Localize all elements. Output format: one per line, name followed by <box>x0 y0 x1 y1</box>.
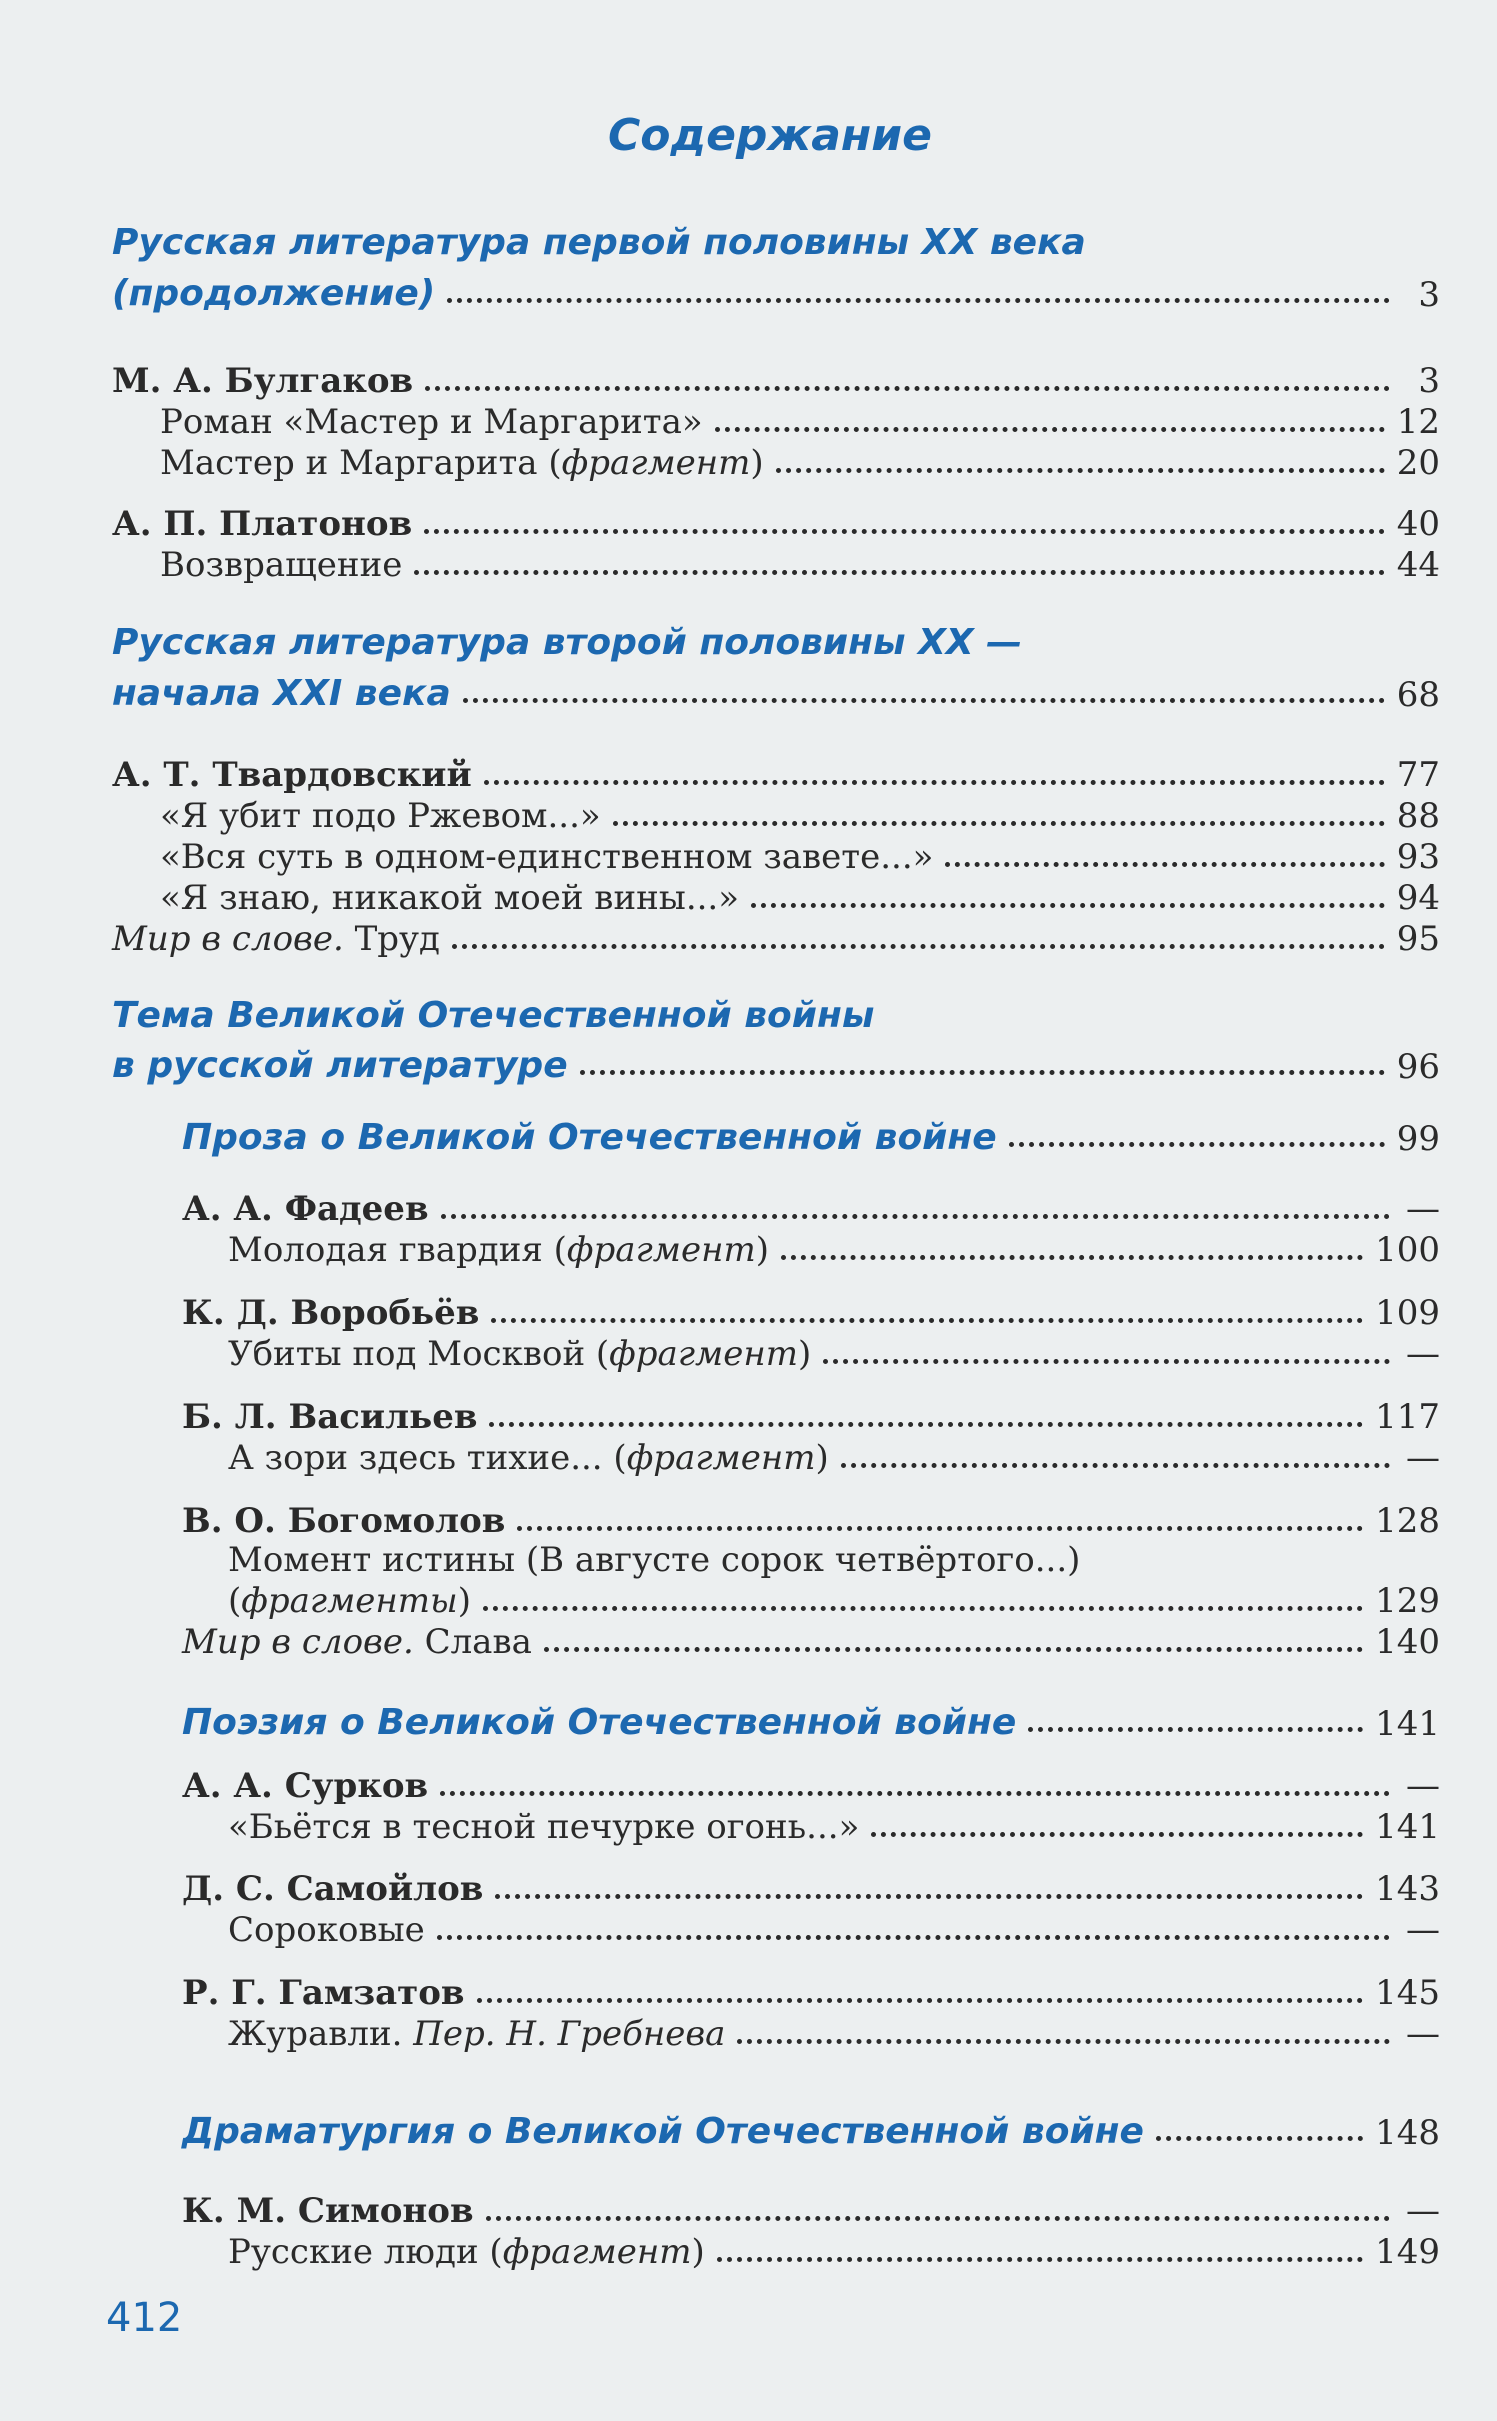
toc-author-row[interactable] <box>182 1494 1440 1541</box>
work-close: ) <box>750 443 764 483</box>
dot-leader <box>781 1255 1363 1260</box>
work-title: А зори здесь тихие... ( <box>228 1438 627 1478</box>
dot-leader <box>489 1422 1363 1427</box>
toc-work-row[interactable] <box>160 395 1440 442</box>
toc-subsection-row[interactable] <box>182 2106 1440 2153</box>
work-note: фрагмент <box>561 443 751 483</box>
dot-leader <box>486 2216 1390 2221</box>
page-ref: 94 <box>1396 878 1440 918</box>
dot-leader <box>463 698 1385 703</box>
dot-leader <box>871 1832 1363 1837</box>
work-title: Молодая гвардия ( <box>228 1230 567 1270</box>
page-ref: 100 <box>1375 1230 1440 1270</box>
section-title-line1: Русская литература первой половины XX века <box>112 222 1086 263</box>
rubric-text: Слава <box>413 1622 532 1662</box>
dot-leader <box>495 1894 1363 1899</box>
toc-author-row[interactable] <box>182 1759 1440 1806</box>
author-name: А. А. Фадеев <box>182 1189 429 1229</box>
author-name: М. А. Булгаков <box>112 361 414 401</box>
page-ref: 140 <box>1375 1622 1440 1662</box>
work-title: Мастер и Маргарита ( <box>160 443 562 483</box>
work-title: Убиты под Москвой ( <box>228 1334 610 1374</box>
dot-leader <box>715 427 1385 432</box>
work-open: ( <box>228 1581 242 1621</box>
page-ref: — <box>1406 2191 1440 2231</box>
author-name: Д. С. Самойлов <box>182 1869 484 1909</box>
toc-work-row[interactable] <box>228 1574 1440 1621</box>
work-close: ) <box>815 1438 829 1478</box>
page-ref: 128 <box>1375 1501 1440 1541</box>
dot-leader <box>477 1998 1364 2003</box>
author-name: А. Т. Твардовский <box>112 755 472 795</box>
toc-work-row[interactable] <box>160 871 1440 918</box>
work-close: ) <box>755 1230 769 1270</box>
author-name: А. П. Платонов <box>112 504 413 544</box>
toc-work-row[interactable] <box>228 1431 1440 1478</box>
dot-leader <box>751 903 1385 908</box>
toc-subsection-row[interactable] <box>182 1112 1440 1159</box>
toc-work-row[interactable] <box>160 538 1440 585</box>
page-ref: 141 <box>1375 1807 1440 1847</box>
page-ref: 40 <box>1396 504 1440 544</box>
dot-leader <box>424 529 1385 534</box>
toc-work-row[interactable] <box>160 830 1440 877</box>
toc-section-row[interactable] <box>112 668 1440 715</box>
work-note: фрагменты <box>241 1581 458 1621</box>
toc-author-row[interactable] <box>182 2184 1440 2231</box>
work-note: фрагмент <box>502 2232 692 2272</box>
dot-leader <box>452 944 1385 949</box>
page-ref: 88 <box>1396 796 1440 836</box>
page-ref: 44 <box>1396 545 1440 585</box>
page-ref: 20 <box>1396 443 1440 483</box>
section-title-line2: (продолжение) <box>112 273 436 314</box>
dot-leader <box>1028 1727 1363 1732</box>
dot-leader <box>544 1647 1363 1652</box>
section-title-line2: в русской литературе <box>112 1045 568 1086</box>
page-ref: 145 <box>1375 1973 1440 2013</box>
subsection-title: Проза о Великой Отечественной войне <box>182 1117 997 1158</box>
work-title: «Бьётся в тесной печурке огонь...» <box>228 1807 860 1847</box>
dot-leader <box>447 298 1390 303</box>
dot-leader <box>776 468 1385 473</box>
page-ref: — <box>1406 1334 1440 1374</box>
dot-leader <box>737 2039 1390 2044</box>
dot-leader <box>1156 2136 1363 2141</box>
dot-leader <box>945 862 1384 867</box>
work-close: ) <box>691 2232 705 2272</box>
work-title: Русские люди ( <box>228 2232 503 2272</box>
dot-leader <box>441 1214 1390 1219</box>
author-name: К. М. Симонов <box>182 2191 474 2231</box>
author-name: Б. Л. Васильев <box>182 1397 478 1437</box>
author-name: А. А. Сурков <box>182 1766 429 1806</box>
page-ref: 141 <box>1375 1704 1440 1744</box>
work-title: Журавли. <box>228 2014 414 2054</box>
page-ref: 93 <box>1396 837 1440 877</box>
work-title: Возвращение <box>160 545 403 585</box>
dot-leader <box>823 1359 1390 1364</box>
dot-leader <box>484 780 1385 785</box>
rubric-text: Труд <box>343 919 440 959</box>
toc-author-row[interactable] <box>182 1390 1440 1437</box>
toc-subsection-row[interactable] <box>182 1697 1440 1744</box>
dot-leader <box>440 1791 1390 1796</box>
page-ref: — <box>1406 1766 1440 1806</box>
work-title: «Я знаю, никакой моей вины...» <box>160 878 740 918</box>
toc-author-row[interactable] <box>182 1286 1440 1333</box>
subsection-title: Поэзия о Великой Отечественной войне <box>182 1702 1017 1743</box>
work-title: «Я убит подо Ржевом...» <box>160 796 601 836</box>
page-ref: 143 <box>1375 1869 1440 1909</box>
author-name: Р. Г. Гамзатов <box>182 1973 465 2013</box>
work-note: Пер. Н. Гребнева <box>413 2014 726 2054</box>
toc-section-row[interactable] <box>112 1040 1440 1087</box>
dot-leader <box>414 570 1384 575</box>
toc-work-row[interactable] <box>228 2225 1440 2272</box>
page-ref: — <box>1406 2014 1440 2054</box>
section-title-line1: Тема Великой Отечественной войны <box>112 995 875 1036</box>
toc-work-row[interactable] <box>228 1223 1440 1270</box>
dot-leader <box>425 386 1390 391</box>
dot-leader <box>517 1526 1363 1531</box>
dot-leader <box>613 821 1385 826</box>
page-title: Содержание <box>608 110 932 161</box>
toc-work-row[interactable] <box>228 1903 1440 1950</box>
toc-work-row[interactable] <box>160 436 1440 483</box>
dot-leader <box>491 1318 1363 1323</box>
page-ref: 129 <box>1375 1581 1440 1621</box>
subsection-title: Драматургия о Великой Отечественной войне <box>182 2111 1144 2152</box>
work-title-line1: Момент истины (В августе сорок четвёртого...) <box>228 1540 1081 1580</box>
dot-leader <box>437 1935 1390 1940</box>
page-ref: 77 <box>1396 755 1440 795</box>
work-note: фрагмент <box>566 1230 756 1270</box>
dot-leader <box>483 1606 1363 1611</box>
work-note: фрагмент <box>609 1334 798 1374</box>
toc-mir-row[interactable] <box>182 1615 1440 1662</box>
toc-author-row[interactable] <box>112 748 1440 795</box>
toc-mir-row[interactable] <box>112 912 1440 959</box>
work-close: ) <box>797 1334 812 1374</box>
page-ref: 95 <box>1396 919 1440 959</box>
toc-work-row[interactable] <box>160 789 1440 836</box>
page-ref: — <box>1406 1189 1440 1229</box>
page-ref: 3 <box>1418 275 1440 315</box>
page-ref: 109 <box>1375 1293 1440 1333</box>
toc-author-row[interactable] <box>112 497 1440 544</box>
page-ref: 117 <box>1375 1397 1440 1437</box>
dot-leader <box>580 1070 1385 1075</box>
toc-work-row[interactable] <box>228 1327 1440 1374</box>
work-title: Роман «Мастер и Маргарита» <box>160 402 703 442</box>
work-title: «Вся суть в одном-единственном завете...» <box>160 837 934 877</box>
page-ref: — <box>1406 1910 1440 1950</box>
page-number: 412 <box>106 2295 183 2341</box>
toc-work-row[interactable] <box>228 1800 1440 1847</box>
page-ref: — <box>1406 1438 1440 1478</box>
section-title-line1: Русская литература второй половины XX — <box>112 622 1023 663</box>
page-ref: 3 <box>1418 361 1440 401</box>
toc-author-row[interactable] <box>182 1862 1440 1909</box>
author-name: К. Д. Воробьёв <box>182 1293 480 1333</box>
dot-leader <box>841 1463 1390 1468</box>
work-close: ) <box>457 1581 471 1621</box>
dot-leader <box>1009 1142 1385 1147</box>
toc-author-row[interactable] <box>182 1966 1440 2013</box>
page-ref: 149 <box>1375 2232 1440 2272</box>
toc-section-row[interactable] <box>112 268 1440 315</box>
section-title-line2: начала XXI века <box>112 673 451 714</box>
toc-author-row[interactable] <box>112 354 1440 401</box>
page-ref: 148 <box>1375 2113 1440 2153</box>
dot-leader <box>717 2257 1363 2262</box>
work-title: Сороковые <box>228 1910 425 1950</box>
toc-author-row[interactable] <box>182 1182 1440 1229</box>
author-name: В. О. Богомолов <box>182 1501 506 1541</box>
rubric-label: Мир в слове. <box>182 1622 414 1662</box>
page-ref: 68 <box>1396 675 1440 715</box>
page-ref: 96 <box>1396 1047 1440 1087</box>
rubric-label: Мир в слове. <box>112 919 344 959</box>
page-ref: 12 <box>1396 402 1440 442</box>
toc-work-row[interactable] <box>228 2007 1440 2054</box>
work-note: фрагмент <box>626 1438 816 1478</box>
page-ref: 99 <box>1396 1119 1440 1159</box>
